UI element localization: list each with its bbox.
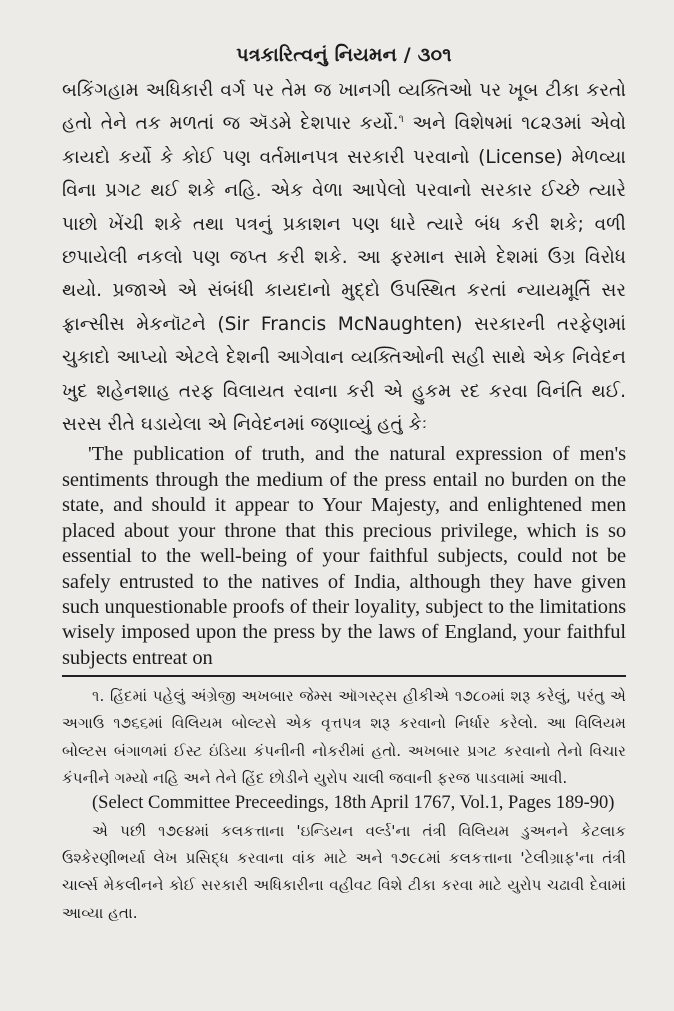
english-quotation: 'The publication of truth, and the natural expression of men's sentiments through the medium of the press entail no burden on the state, and should it appear to Your Majesty, and enlightened men placed about your throne that this precious privilege, which is so essential to the well-being of your faithful subjects, could not be safely entrusted to the natives of India, although they have given such unquestionable proofs of their loyality, subject to the limitations wisely imposed upon the press by the laws of England, your faithful subjects entreat on: [62, 443, 626, 669]
footnote-1: ૧. હિંદમાં પહેલું અંગ્રેજી અખબાર જેમ્સ ઑગસ્ટ્સ હીકીએ ૧૭૮૦માં શરૂ કરેલું, પરંતુ એ અગાઉ ૧૭૬૬માં વિલિયમ બોલ્ટસે એક વૃત્તપત્ર શરૂ કરવાનો નિર્ધાર કરેલો. આ વિલિયમ બોલ્ટસ બંગાળમાં ઈસ્ટ ઇંડિયા કંપનીની નોકરીમાં હતો. અખબાર પ્રગટ કરવાનો તેનો વિચાર કંપનીને ગમ્યો નહિ અને તેને હિંદ છોડીને યુરોપ ચાલી જવાની ફરજ પાડવામાં આવી.: [62, 687, 626, 787]
main-paragraph-text-continued: અને વિશેષમાં ૧૮૨૩માં એવો કાયદો કર્યો કે કોઈ પણ વર્તમાનપત્ર સરકારી પરવાનો (License) મેળવ્યા વિના પ્રગટ થઈ શકે નહિ. એક વેળા આપેલો પરવાનો સરકાર ઈચ્છે ત્યારે પાછો ખેંચી શકે તથા પત્રનું પ્રકાશન પણ ધારે ત્યારે બંધ કરી શકે; વળી છપાયેલી નકલો પણ જપ્ત કરી શકે. આ ફરમાન સામે દેશમાં ઉગ્ર વિરોધ થયો. પ્રજાએ એ સંબંધી કાયદાનો મુદ્દો ઉપસ્થિત કરતાં ન્યાયમૂર્તિ સર ફ્રાન્સીસ મેકનૉટને (Sir Francis McNaughten) સરકારની તરફેણમાં ચુકાદો આપ્યો એટલે દેશની આગેવાન વ્યક્તિઓની સહી સાથે એક નિવેદન ખુદ શહેનશાહ તરફ વિલાયત રવાના કરી એ હુકમ રદ કરવા વિનંતિ થઈ. સરસ રીતે ઘડાયેલા એ નિવેદનમાં જણાવ્યું હતું કેઃ: [62, 113, 627, 436]
main-paragraph: [62, 74, 626, 441]
footnote-citation: (Select Committee Preceedings, 18th April 1767, Vol.1, Pages 189-90): [92, 792, 615, 813]
footnote-marker: ૧: [398, 112, 404, 126]
footnote-2: એ પછી ૧૭૯૪માં કલકત્તાના 'ઇન્ડિયન વર્લ્ડ'ના તંત્રી વિલિયમ ડુઅનને કેટલાક ઉશ્કેરણીભર્યા લેખ પ્રસિદ્ધ કરવાના વાંક માટે અને ૧૭૯૮માં કલકત્તાના 'ટેલીગ્રાફ'ના તંત્રી ચાર્લ્સ મેકલીનને કોઈ સરકારી અધિકારીના વહીવટ વિશે ટીકા કરવા માટે યુરોપ ચઢાવી દેવામાં આવ્યા હતા.: [62, 821, 626, 922]
main-paragraph-text: બકિંગહામ અધિકારી વર્ગ પર તેમ જ ખાનગી વ્યક્તિઓ પર ખૂબ ટીકા કરતો હતો તેને તક મળતાં જ ઍડમે દેશપાર કર્યો.: [62, 80, 626, 135]
footnote-divider: [62, 675, 626, 677]
page-header: પત્રકારિત્વનું નિયમન / ૩૦૧: [236, 44, 452, 66]
